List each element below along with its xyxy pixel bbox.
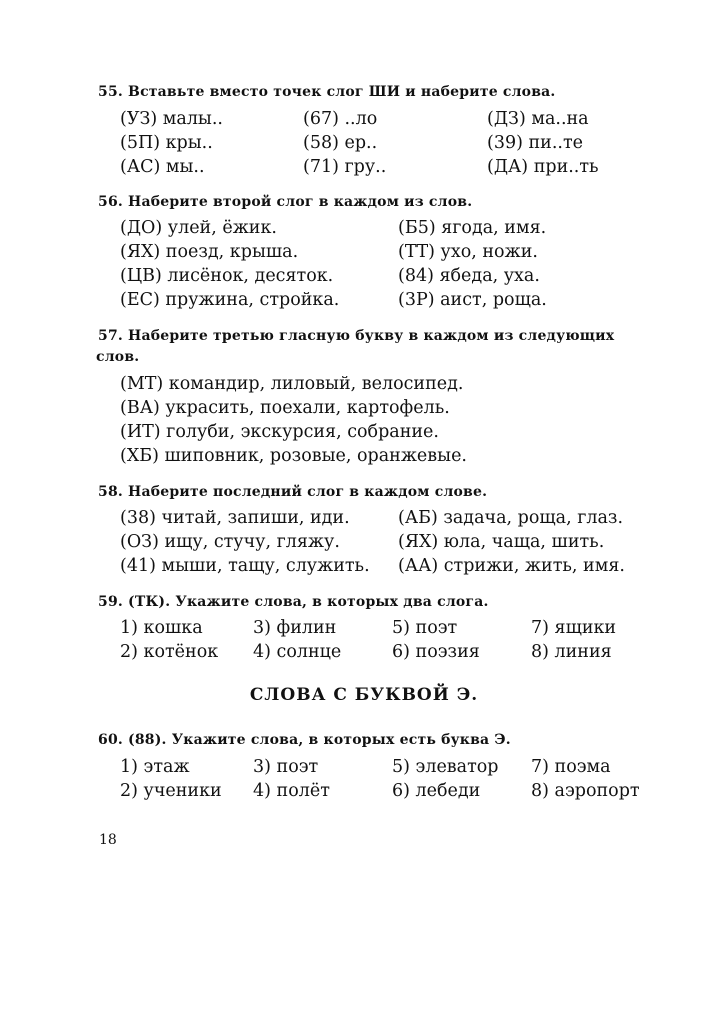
task-59-option: 6) поэзия — [392, 642, 480, 662]
task-60-option: 2) ученики — [120, 781, 222, 801]
task-58-item: (41) мыши, тащу, служить. — [120, 556, 370, 576]
task-55-item: (ДЗ) ма..на — [487, 109, 589, 129]
task-58-item: (38) читай, запиши, иди. — [120, 508, 350, 528]
task-56-item: (ЦВ) лисёнок, десяток. — [120, 266, 334, 286]
task-60-option: 1) этаж — [120, 757, 190, 777]
task-57-item: (ХБ) шиповник, розовые, оранжевые. — [120, 446, 467, 466]
task-55-item: (67) ..ло — [303, 109, 378, 129]
task-60-option: 3) поэт — [253, 757, 319, 777]
task-55-item: (39) пи..те — [487, 133, 583, 153]
task-55-item: (АС) мы.. — [120, 157, 205, 177]
task-57-title-cont: слов. — [96, 349, 140, 365]
task-55-title: 55. Вставьте вместо точек слог ШИ и наберите слова. — [98, 84, 556, 100]
task-58-item: (ОЗ) ищу, стучу, гляжу. — [120, 532, 340, 552]
task-59-option: 2) котёнок — [120, 642, 219, 662]
task-56-item: (3Р) аист, роща. — [398, 290, 547, 310]
task-57-item: (ИТ) голуби, экскурсия, собрание. — [120, 422, 439, 442]
task-59-option: 7) ящики — [531, 618, 617, 638]
task-56-item: (ЯХ) поезд, крыша. — [120, 242, 299, 262]
task-59-option: 5) поэт — [392, 618, 458, 638]
task-60-option: 8) аэропорт — [531, 781, 640, 801]
task-57-item: (ВА) украсить, поехали, картофель. — [120, 398, 450, 418]
task-56-item: (Б5) ягода, имя. — [398, 218, 547, 238]
task-58-item: (АА) стрижи, жить, имя. — [398, 556, 625, 576]
task-56-item: (ДО) улей, ёжик. — [120, 218, 277, 238]
task-56-item: (ТТ) ухо, ножи. — [398, 242, 538, 262]
task-58-item: (ЯХ) юла, чаща, шить. — [398, 532, 605, 552]
task-60-title: 60. (88). Укажите слова, в которых есть буква Э. — [98, 732, 511, 748]
section-heading: СЛОВА С БУКВОЙ Э. — [249, 685, 479, 705]
task-59-title: 59. (ТК). Укажите слова, в которых два слога. — [98, 594, 489, 610]
task-60-option: 7) поэма — [531, 757, 611, 777]
task-59-option: 8) линия — [531, 642, 612, 662]
task-55-item: (71) гру.. — [303, 157, 387, 177]
task-60-option: 4) полёт — [253, 781, 330, 801]
task-59-option: 4) солнце — [253, 642, 342, 662]
task-59-option: 1) кошка — [120, 618, 203, 638]
task-55-item: (ДА) при..ть — [487, 157, 599, 177]
task-56-title: 56. Наберите второй слог в каждом из слов. — [98, 194, 473, 210]
task-56-item: (84) ябеда, уха. — [398, 266, 540, 286]
page-number: 18 — [99, 832, 117, 848]
task-56-item: (ЕС) пружина, стройка. — [120, 290, 340, 310]
task-55-item: (58) ер.. — [303, 133, 378, 153]
task-55-item: (УЗ) малы.. — [120, 109, 223, 129]
task-57-item: (МТ) командир, лиловый, велосипед. — [120, 374, 464, 394]
task-58-item: (АБ) задача, роща, глаз. — [398, 508, 624, 528]
task-55-item: (5П) кры.. — [120, 133, 213, 153]
task-60-option: 5) элеватор — [392, 757, 499, 777]
task-60-option: 6) лебеди — [392, 781, 481, 801]
task-58-title: 58. Наберите последний слог в каждом слове. — [98, 484, 488, 500]
task-59-option: 3) филин — [253, 618, 337, 638]
task-57-title: 57. Наберите третью гласную букву в каждом из следующих — [98, 328, 615, 344]
